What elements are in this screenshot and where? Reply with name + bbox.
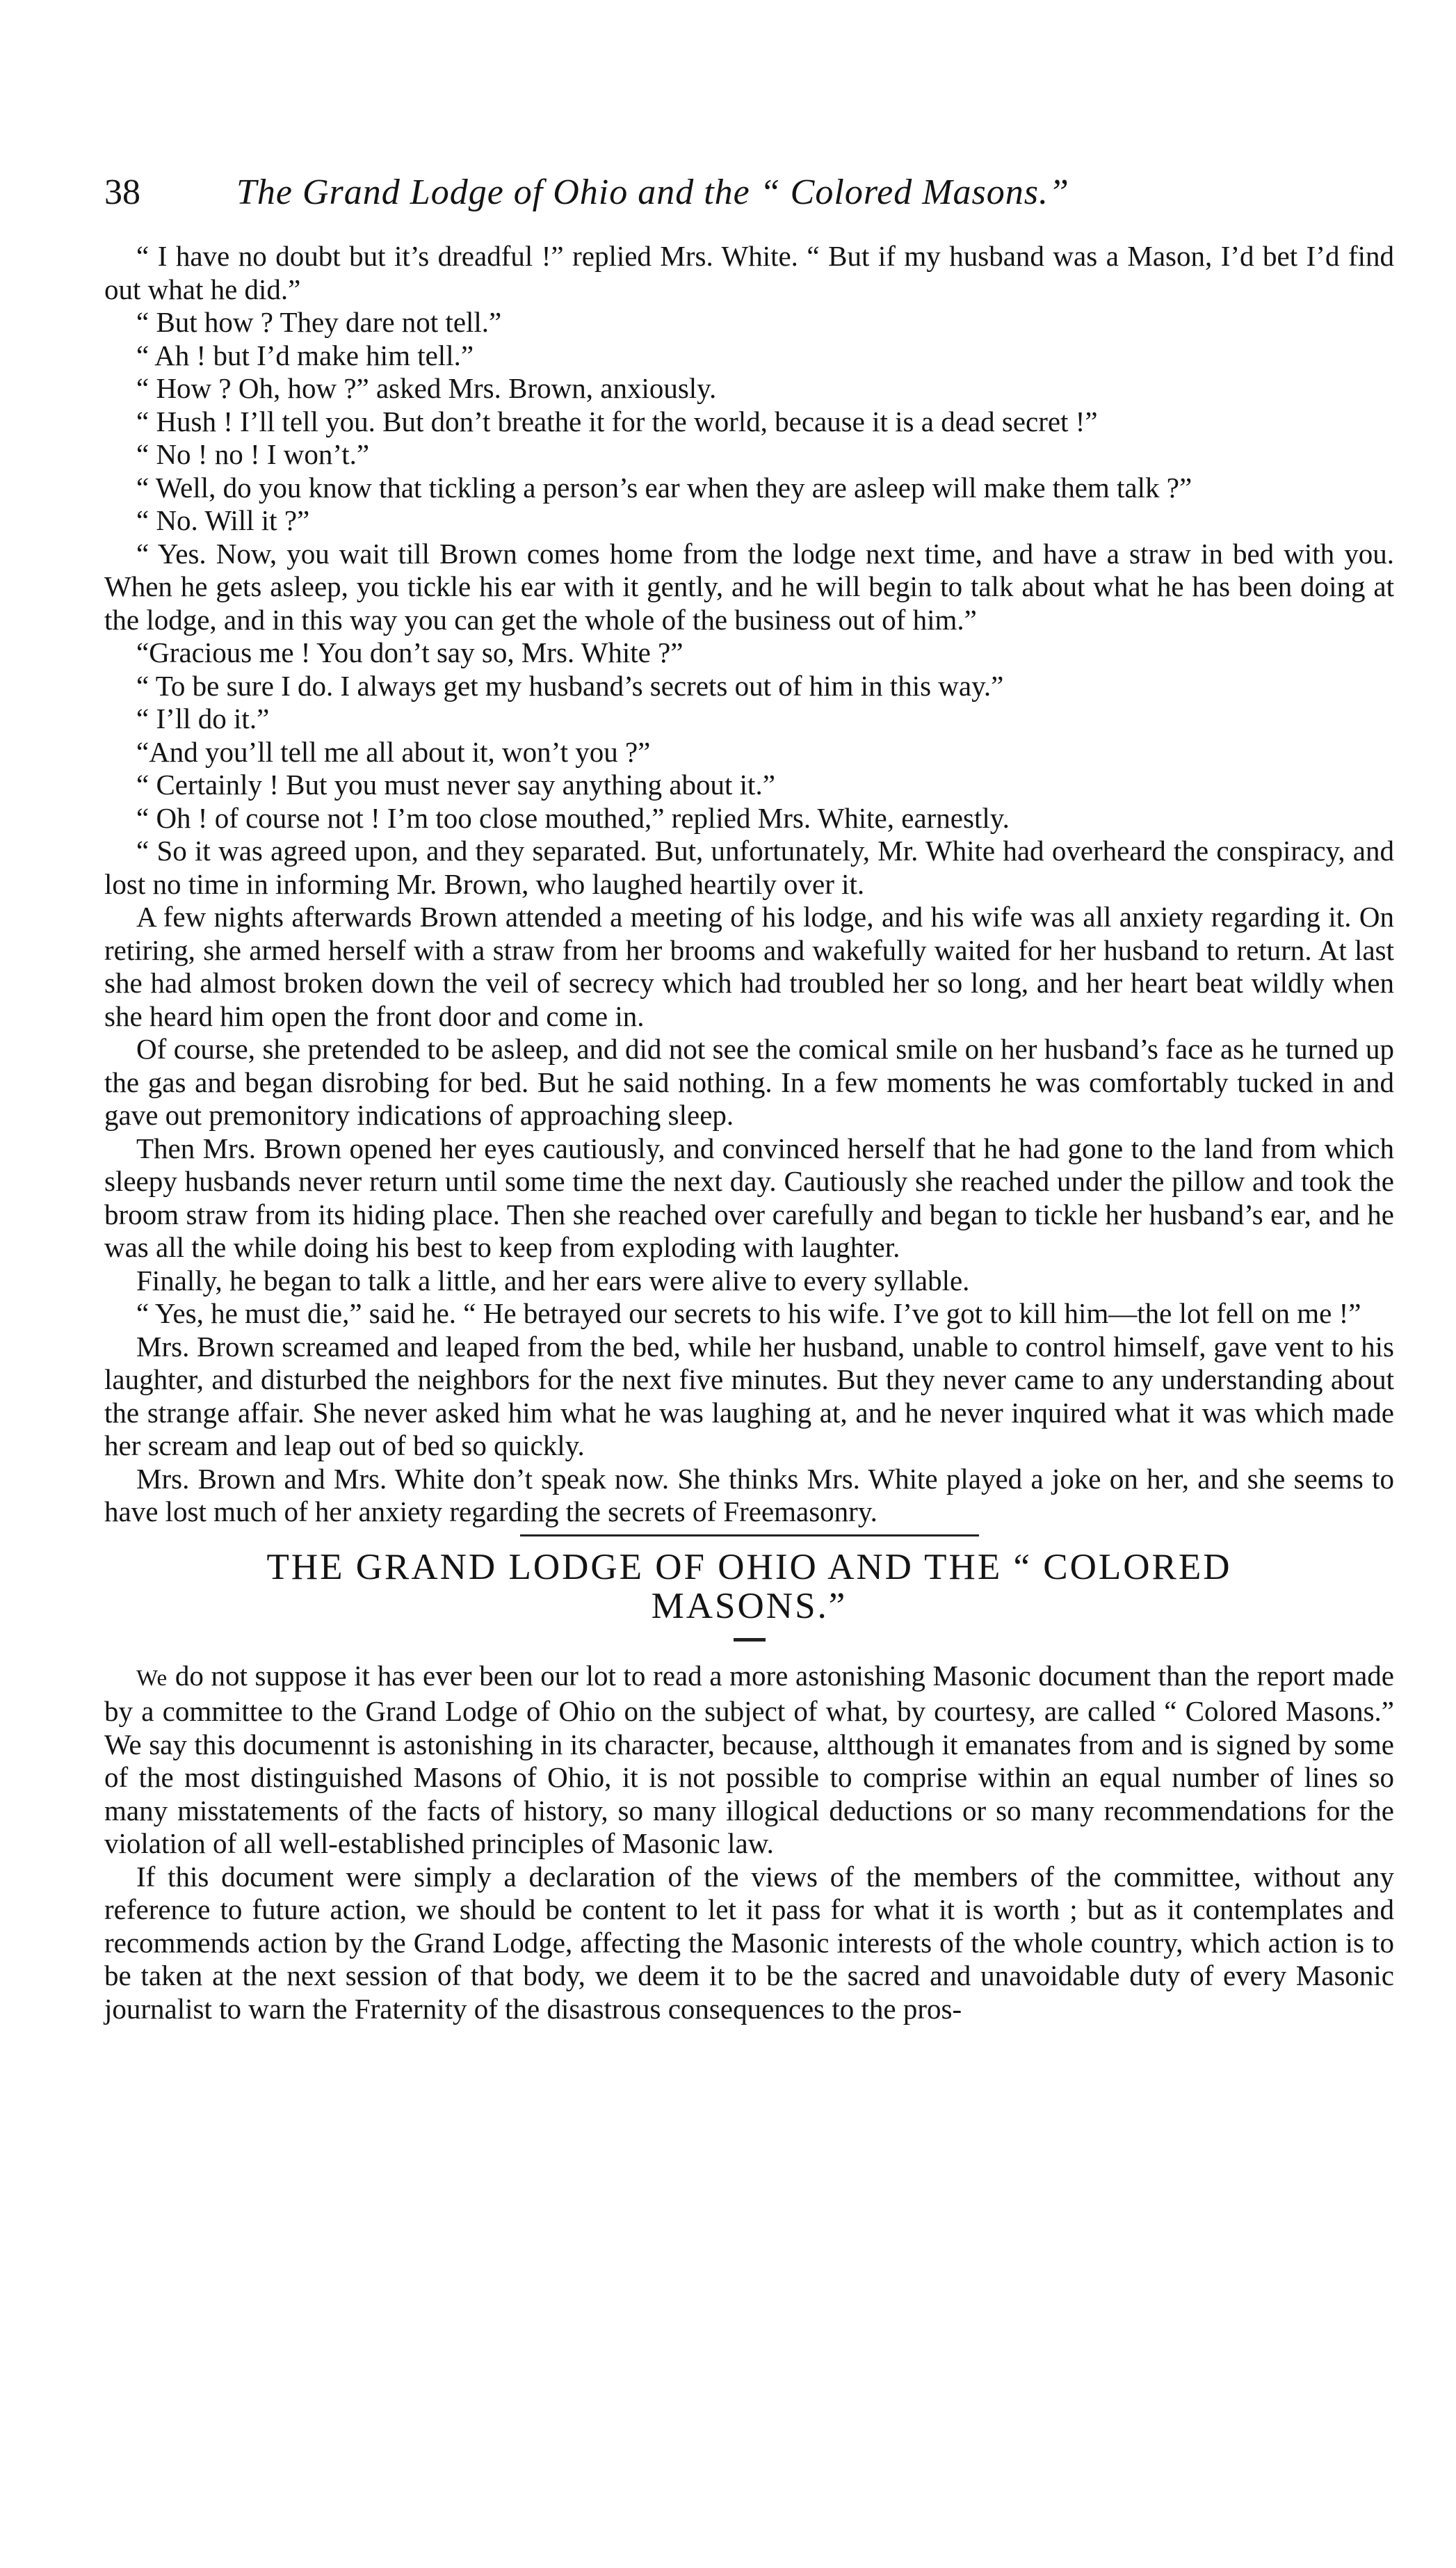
paragraph: “ I have no doubt but it’s dreadful !” replied Mrs. White. “ But if my husband was a Mason, I’d bet I’d find out what he did.” xyxy=(104,240,1394,305)
paragraph: Of course, she pretended to be asleep, and did not see the comical smile on her husband’s face as he turned up the gas and began disrobing for bed. But he said nothing. In a few moments he was comfortably tucked in and gave out premonitory indications of approaching sleep. xyxy=(104,1033,1394,1131)
paragraph: “ Oh ! of course not ! I’m too close mouthed,” replied Mrs. White, earnestly. xyxy=(136,801,1010,834)
running-head xyxy=(104,161,1411,224)
paragraph: A few nights afterwards Brown attended a meeting of his lodge, and his wife was all anxiety regarding it. On retiring, she armed herself with a straw from her brooms and wakefully waited for her husband to return. At last she had almost broken down the veil of secrecy which had troubled her so long, and her heart beat wildly when she heard him open the front door and come in. xyxy=(104,901,1394,1032)
paragraph: Then Mrs. Brown opened her eyes cautiously, and convinced herself that he had gone to the land from which sleepy husbands never return until some time the next day. Cautiously she reached under the pillow and took the broom straw from its hiding place. Then she reached over carefully and began to tickle her husband’s ear, and he was all the while doing his best to keep from exploding with laughter. xyxy=(104,1132,1394,1263)
paragraph-text: do not suppose it has ever been our lot to read a more astonishing Masonic document than the report made by a committee to the Grand Lodge of Ohio on the subject of what, by courtesy, are called “ Colored Masons.” We say this documennt is astonishing in its character, because, altthough it emanates from and is signed by some of the most distinguished Masons of Ohio, it is not possible to comprise within an equal number of lines so many misstatements of the facts of history, so many illogical deductions or so many recommendations for the violation of all well-established principles of Masonic law. xyxy=(104,1659,1394,1859)
paragraph: If this document were simply a declaration of the views of the members of the committee, without any reference to future action, we should be content to let it pass for what it is worth ; but as it contemplates and recommends action by the Grand Lodge, affecting the Masonic interests of the whole country, which action is to be taken at the next session of that body, we deem it to be the sacred and unavoidable duty of every Masonic journalist to warn the Fraternity of the disastrous consequences to the pros- xyxy=(104,1860,1394,2025)
paragraph xyxy=(104,1660,1394,1861)
section-heading xyxy=(104,1548,1394,1626)
paragraph: “ I’ll do it.” xyxy=(136,703,270,735)
body-text xyxy=(104,240,1394,2025)
paragraph: Finally, he began to talk a little, and her ears were alive to every syllable. xyxy=(136,1264,970,1297)
paragraph: “ But how ? They dare not tell.” xyxy=(136,306,502,338)
paragraph: “ No ! no ! I won’t.” xyxy=(136,438,370,470)
opening-small-caps: We xyxy=(136,1665,168,1691)
paragraph: “ Ah ! but I’d make him tell.” xyxy=(136,339,474,371)
paragraph: “ Certainly ! But you must never say anything about it.” xyxy=(136,769,775,801)
section-heading-line: MASONS.” xyxy=(651,1585,848,1626)
paragraph: Mrs. Brown screamed and leaped from the bed, while her husband, unable to control himself, gave vent to his laughter, and disturbed the neighbors for the next five minutes. But they never came to any understanding about the strange affair. She never asked him what he was laughing at, and he never inquired what it was which made her scream and leap out of bed so quickly. xyxy=(104,1330,1394,1461)
section-divider xyxy=(520,1534,979,1536)
paragraph: “ Well, do you know that tickling a person’s ear when they are asleep will make them talk ?” xyxy=(136,471,1192,504)
paragraph: “ Yes. Now, you wait till Brown comes home from the lodge next time, and have a straw in bed with you. When he gets asleep, you tickle his ear with it gently, and he will begin to talk about what he has been doing at the lodge, and in this way you can get the whole of the business out of him.” xyxy=(104,537,1394,636)
paragraph: Mrs. Brown and Mrs. White don’t speak now. She thinks Mrs. White played a joke on her, and she seems to have lost much of her anxiety regarding the secrets of Freemasonry. xyxy=(104,1462,1394,1527)
paragraph: “ To be sure I do. I always get my husband’s secrets out of him in this way.” xyxy=(136,669,1004,702)
paragraph: “And you’ll tell me all about it, won’t you ?” xyxy=(136,735,651,768)
paragraph: “Gracious me ! You don’t say so, Mrs. White ?” xyxy=(136,636,683,668)
paragraph: “ So it was agreed upon, and they separated. But, unfortunately, Mr. White had overheard the conspiracy, and lost no time in informing Mr. Brown, who laughed heartily over it. xyxy=(104,835,1394,900)
paragraph: “ Hush ! I’ll tell you. But don’t breathe it for the world, because it is a dead secret !” xyxy=(136,405,1098,438)
paragraph: “ No. Will it ?” xyxy=(136,504,310,536)
page-number: 38 xyxy=(104,172,140,212)
article-section xyxy=(104,1660,1394,2026)
story-section xyxy=(104,240,1394,1529)
paragraph: “ How ? Oh, how ?” asked Mrs. Brown, anxiously. xyxy=(136,372,717,404)
section-heading-line: THE GRAND LODGE OF OHIO AND THE “ COLORED xyxy=(266,1546,1232,1587)
paragraph: “ Yes, he must die,” said he. “ He betrayed our secrets to his wife. I’ve got to kill him—the lot fell on me !” xyxy=(136,1297,1361,1329)
running-title: The Grand Lodge of Ohio and the “ Colored Masons.” xyxy=(236,172,1069,212)
heading-ornament-rule xyxy=(734,1638,766,1642)
